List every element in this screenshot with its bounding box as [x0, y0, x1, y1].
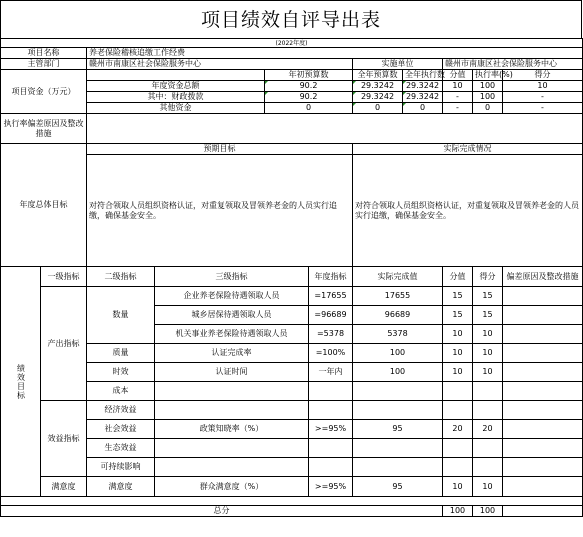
funds-cell: 0 — [403, 103, 443, 114]
impl-unit-value: 赣州市南康区社会保险服务中心 — [443, 59, 583, 70]
timeliness-label: 时效 — [87, 363, 155, 382]
expected-goal-header: 预期目标 — [87, 144, 353, 155]
indicator-header: 三级指标 — [155, 267, 309, 287]
total-score: 100 — [473, 506, 503, 517]
indicator-name: 机关事业养老保险待遇领取人员 — [155, 325, 309, 344]
indicator-actual: 95 — [353, 420, 443, 439]
funds-cell: 10 — [443, 81, 473, 92]
indicator-actual: 5378 — [353, 325, 443, 344]
indicator-header: 实际完成值 — [353, 267, 443, 287]
deviation-value — [87, 114, 583, 144]
indicator-header: 一级指标 — [41, 267, 87, 287]
funds-cell: 29.3242 — [353, 92, 403, 103]
funds-cell: - — [443, 92, 473, 103]
dept-label: 主管部门 — [1, 59, 87, 70]
indicator-score-value: 20 — [443, 420, 473, 439]
indicator-header: 二级指标 — [87, 267, 155, 287]
funds-cell: 90.2 — [265, 92, 353, 103]
expected-goal-text: 对符合领取人员组织资格认证，对重复领取及冒领养老金的人员实行追缴，确保基金安全。 — [87, 155, 353, 267]
indicator-score-value: 15 — [443, 306, 473, 325]
indicator-actual: 100 — [353, 363, 443, 382]
year-note: (2022年度) — [1, 39, 583, 48]
page-title: 项目绩效自评导出表 — [0, 0, 582, 38]
economic-label: 经济效益 — [87, 401, 155, 420]
funds-row-name: 年度资金总额 — [87, 81, 265, 92]
annual-goal-label: 年度总体目标 — [1, 144, 87, 267]
funds-cell: 10 — [503, 81, 583, 92]
indicator-actual: 17655 — [353, 287, 443, 306]
indicator-score-value: 15 — [443, 287, 473, 306]
indicator-score-value: 10 — [443, 325, 473, 344]
quantity-label: 数量 — [87, 287, 155, 344]
funds-cell: 100 — [473, 81, 503, 92]
actual-goal-header: 实际完成情况 — [353, 144, 583, 155]
output-indicator-label: 产出指标 — [41, 287, 87, 401]
funds-label: 项目资金（万元） — [1, 70, 87, 114]
indicator-score: 10 — [473, 344, 503, 363]
funds-cell: 0 — [353, 103, 403, 114]
dept-value: 赣州市南康区社会保险服务中心 — [87, 59, 353, 70]
effect-indicator-label: 效益指标 — [41, 401, 87, 477]
total-score-value: 100 — [443, 506, 473, 517]
actual-goal-text: 对符合领取人员组织资格认证，对重复领取及冒领养老金的人员实行追缴，确保基金安全。 — [353, 155, 583, 267]
cost-label: 成本 — [87, 382, 155, 401]
funds-cell: 90.2 — [265, 81, 353, 92]
funds-header: 分值 — [443, 70, 473, 81]
funds-cell: 29.3242 — [403, 92, 443, 103]
project-name-label: 项目名称 — [1, 48, 87, 59]
indicator-name: 群众满意度（%） — [155, 477, 309, 497]
indicator-actual: 95 — [353, 477, 443, 497]
funds-cell: 100 — [473, 92, 503, 103]
indicator-score: 20 — [473, 420, 503, 439]
indicator-header: 偏差原因及整改措施 — [503, 267, 583, 287]
funds-header: 全年预算数 — [353, 70, 403, 81]
indicator-target: >=95% — [309, 477, 353, 497]
indicator-target: =5378 — [309, 325, 353, 344]
indicator-name: 认证时间 — [155, 363, 309, 382]
indicator-actual: 100 — [353, 344, 443, 363]
funds-header: 年初预算数 — [265, 70, 353, 81]
funds-cell: 0 — [265, 103, 353, 114]
satisfaction-indicator-label: 满意度 — [41, 477, 87, 497]
indicator-score: 10 — [473, 477, 503, 497]
indicator-header: 得分 — [473, 267, 503, 287]
indicator-target: =100% — [309, 344, 353, 363]
indicator-target: =96689 — [309, 306, 353, 325]
quality-label: 质量 — [87, 344, 155, 363]
funds-cell: 29.3242 — [353, 81, 403, 92]
funds-cell: 29.3242 — [403, 81, 443, 92]
funds-row-name: 其他资金 — [87, 103, 265, 114]
project-name-value: 养老保险稽核追缴工作经费 — [87, 48, 583, 59]
indicator-name: 认证完成率 — [155, 344, 309, 363]
impl-unit-label: 实施单位 — [353, 59, 443, 70]
indicator-actual: 96689 — [353, 306, 443, 325]
satisfaction-label: 满意度 — [87, 477, 155, 497]
indicator-score: 15 — [473, 287, 503, 306]
indicator-header: 分值 — [443, 267, 473, 287]
indicator-target: =17655 — [309, 287, 353, 306]
funds-header: 得分 — [503, 70, 583, 81]
indicator-name: 政策知晓率（%） — [155, 420, 309, 439]
funds-row-name: 其中：财政拨款 — [87, 92, 265, 103]
indicator-score-value: 10 — [443, 363, 473, 382]
indicator-name: 企业养老保险待遇领取人员 — [155, 287, 309, 306]
total-label: 总分 — [1, 506, 443, 517]
social-label: 社会效益 — [87, 420, 155, 439]
funds-header: 执行率(%) — [473, 70, 503, 81]
funds-header: 全年执行数 — [403, 70, 443, 81]
funds-cell: - — [503, 103, 583, 114]
indicator-target: 一年内 — [309, 363, 353, 382]
funds-cell: - — [503, 92, 583, 103]
indicator-score: 15 — [473, 306, 503, 325]
indicator-header: 年度指标 — [309, 267, 353, 287]
deviation-label: 执行率偏差原因及整改措施 — [1, 114, 87, 144]
indicator-target: >=95% — [309, 420, 353, 439]
funds-cell: - — [443, 103, 473, 114]
indicator-score-value: 10 — [443, 477, 473, 497]
indicator-score: 10 — [473, 363, 503, 382]
funds-cell: 0 — [473, 103, 503, 114]
ecological-label: 生态效益 — [87, 439, 155, 458]
performance-table — [0, 38, 583, 517]
performance-goal-side-label: 绩效目标 — [1, 267, 41, 497]
indicator-score: 10 — [473, 325, 503, 344]
sustain-label: 可持续影响 — [87, 458, 155, 477]
indicator-score-value: 10 — [443, 344, 473, 363]
indicator-name: 城乡居保待遇领取人员 — [155, 306, 309, 325]
